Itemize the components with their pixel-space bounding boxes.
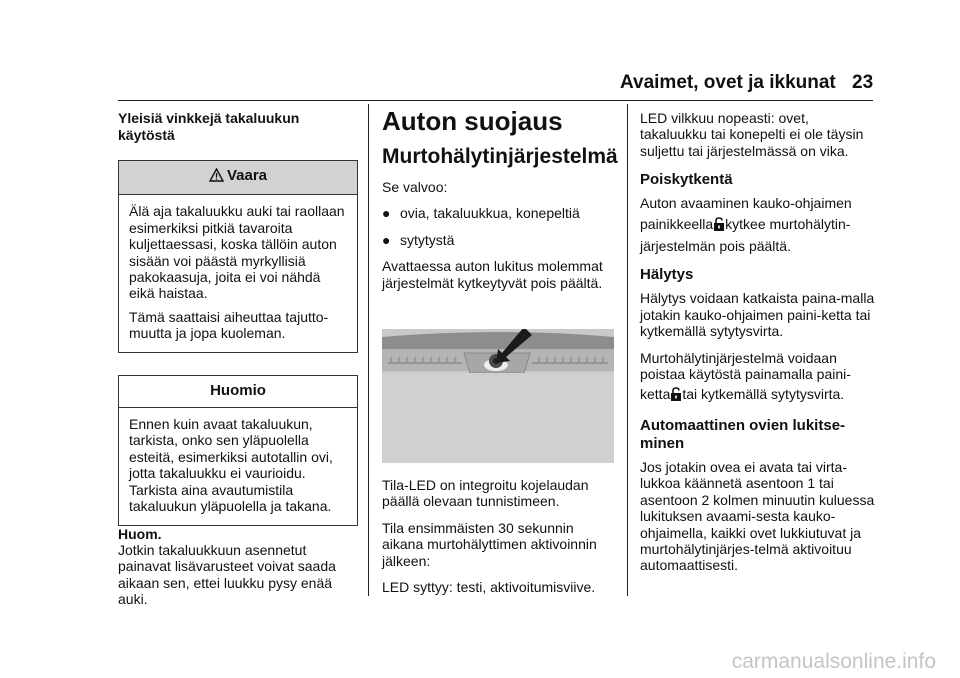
column-divider-left [368, 104, 369, 596]
warning-text-2: Tämä saattaisi aiheuttaa tajutto-muutta ja jopa kuoleman. [129, 308, 329, 342]
watermark: carmanualsonline.info [731, 650, 936, 673]
disable-text: Murtohälytinjärjestelmä voidaan poistaa käytöstä painamalla paini- [640, 349, 851, 383]
list-item [382, 205, 614, 221]
deactivation-post-text: kytkee murtohälytin- [725, 215, 851, 232]
warning-box [118, 160, 358, 353]
dashboard-led-illustration [382, 329, 614, 463]
tailgate-tips-heading: Yleisiä vinkkejä takaluukun käytöstä [118, 110, 300, 143]
key-unlock-icon [713, 217, 725, 234]
list-item [382, 232, 614, 248]
section-title: Avaimet, ovet ja ikkunat [620, 72, 836, 93]
page-number: 23 [852, 72, 874, 93]
note-title: Huom. [118, 525, 162, 542]
header-rule [118, 100, 873, 101]
deactivation-line-3: järjestelmän pois päältä. [640, 238, 791, 255]
bullet-dot: ● [382, 205, 391, 222]
led-lit-text: LED syttyy: testi, aktivoitumisviive. [382, 579, 596, 596]
autolock-heading: Automaattinen ovien lukitse-minen [640, 416, 846, 452]
alarm-heading: Hälytys [640, 266, 694, 284]
status-intro: Tila ensimmäisten 30 sekunnin aikana murtohälyttimen aktivoinnin jälkeen: [382, 519, 597, 569]
alarm-text: Hälytys voidaan katkaista paina-malla jotakin kauko-ohjaimen paini-ketta tai kytkemällä sytytysvirta. [640, 290, 875, 340]
notice-text: Ennen kuin avaat takaluukun, tarkista, onko sen yläpuolella esteitä, esimerkiksi autotallin ovi, jotta takaluukku ei vaurioidu. Tarkista aina avautumistila takaluukun yläpuolella ja takana. [129, 416, 333, 515]
column-3 [640, 110, 875, 574]
led-blink-text: LED vilkkuu nopeasti: ovet, takaluukku tai konepelti ei ole täysin suljettu tai järjestelmässä on vika. [640, 110, 864, 159]
column-2 [382, 106, 618, 596]
page-title: Auton suojaus [382, 106, 563, 136]
led-caption: Tila-LED on integroitu kojelaudan päällä olevaan tunnistimeen. [382, 477, 589, 510]
notice-box [118, 375, 358, 526]
monitors-intro: Se valvoo: [382, 179, 448, 195]
deactivation-line-2 [640, 216, 875, 234]
autolock-text: Jos jotakin ovea ei avata tai virta-lukkoa käännetä asentoon 1 tai asentoon 2 kolmen minuutin kuluessa lukituksen avaami-sesta kauko-ohjaimella, kaikki ovet lukkiutuvat ja murtohälytinjärjes-telmä aktivoituu automaattisesti. [640, 458, 875, 574]
note-text: Jotkin takaluukkuun asennetut painavat lisävarusteet voivat saada aikaan sen, ettei luukku pysy enää auki. [118, 541, 336, 608]
warning-text-1: Älä aja takaluukku auki tai raollaan esimerkiksi pitkiä tavaroita kuljettaessasi, koska tällöin auton sisään voi päästä myrkyllisiä pakokaasuja, joita ei voi nähdä eikä haistaa. [129, 203, 345, 302]
column-1 [118, 110, 358, 608]
warning-triangle-icon [209, 168, 224, 186]
column-divider-right [627, 104, 628, 596]
deactivation-heading: Poiskytkentä [640, 171, 733, 189]
deactivation-pre-text: painikkeella [640, 215, 714, 232]
disable-pre-text: ketta [640, 386, 671, 403]
bullet-text: sytytystä [400, 231, 455, 248]
key-unlock-icon [670, 387, 682, 404]
alarm-system-heading: Murtohälytinjärjestelmä [382, 145, 618, 168]
notice-title: Huomio [119, 376, 357, 408]
warning-title: Vaara [226, 167, 268, 184]
bullet-dot: ● [382, 231, 391, 248]
disable-line-2 [640, 386, 875, 404]
warning-header [119, 161, 357, 195]
arming-text: Avattaessa auton lukitus molemmat järjestelmät kytkeytyvät pois päältä. [382, 258, 603, 291]
deactivation-line-1: Auton avaaminen kauko-ohjaimen [640, 195, 852, 212]
bullet-text: ovia, takaluukkua, konepeltiä [400, 205, 580, 222]
disable-post-text: tai kytkemällä sytytysvirta. [682, 386, 845, 403]
